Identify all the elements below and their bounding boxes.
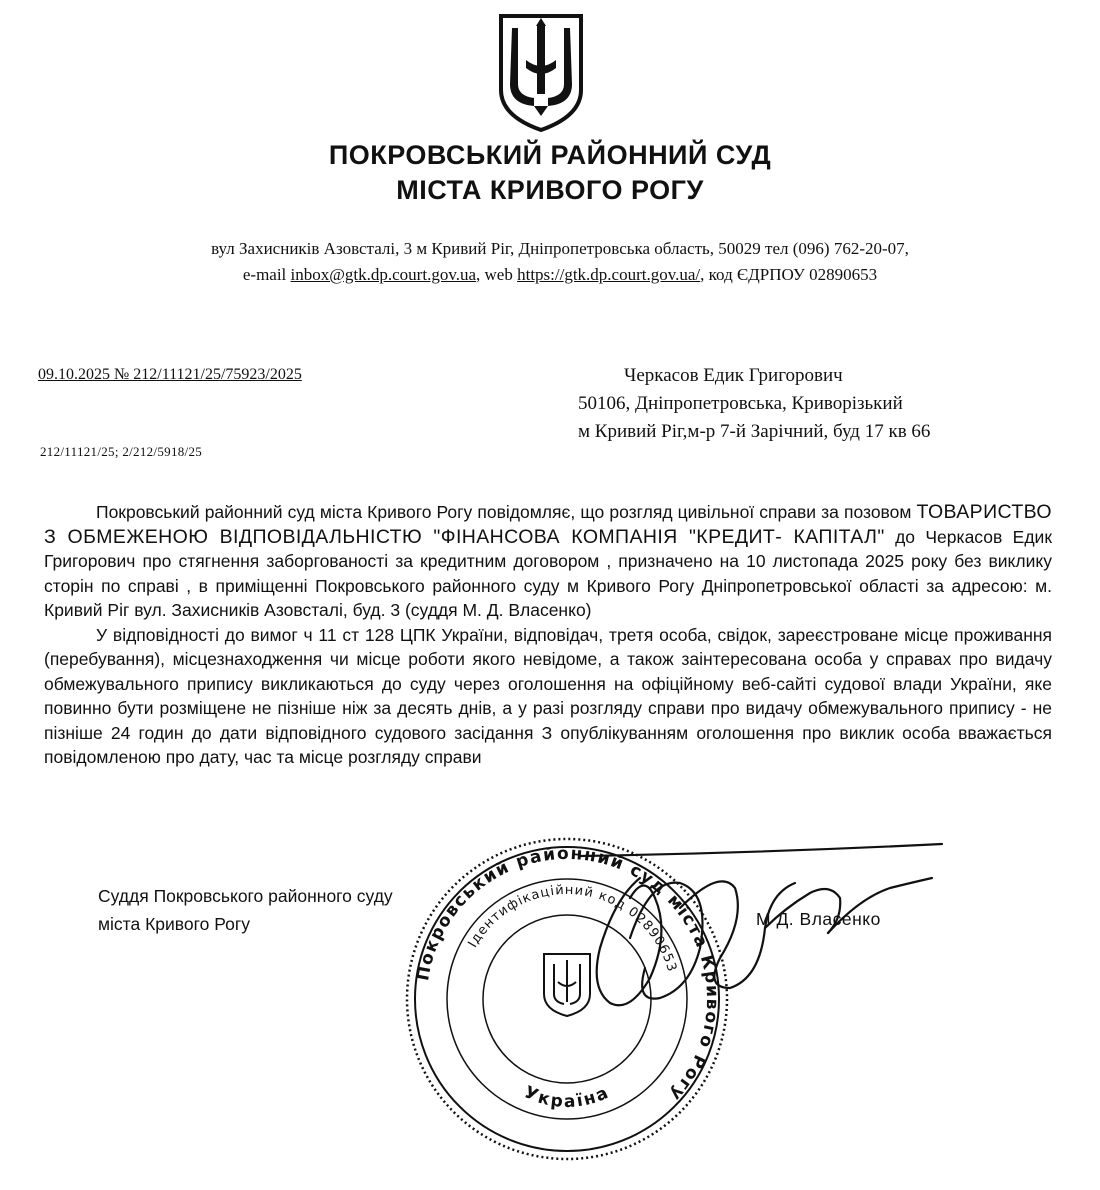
email-label: e-mail	[242, 265, 287, 284]
p1-start: Покровський районний суд міста Кривого Рогу повідомляє, що розгляд цивільної справи за позовом	[96, 502, 912, 522]
web-link[interactable]: https://gtk.dp.court.gov.ua/	[517, 265, 701, 284]
edrpou-code: код ЄДРПОУ 02890653	[708, 265, 878, 284]
p1-end: до Черкасов Едик Григорович про стягнення заборгованості за кредитним договором , призначено на 10 листопада 2025 року без виклику сторін по справі , в приміщенні Покровського районного суду м Кривого Рогу Дніпропетровської області за адресою: м. Кривий Ріг вул. Захисників Азовсталі, буд. 3 (суддя М. Д. Власенко)	[44, 526, 1052, 620]
addressee-region: 50106, Дніпропетровська, Криворізький	[578, 393, 903, 414]
contact-address: вул Захисників Азовсталі, 3 м Кривий Ріг, Дніпропетровська область, 50029 тел (096) 762-20-07,	[211, 239, 909, 258]
addressee-name: Черкасов Едик Григорович	[624, 365, 843, 386]
judge-name: М Д. Власенко	[756, 909, 881, 929]
notice-paragraph-2: У відповідності до вимог ч 11 ст 128 ЦПК України, відповідач, третя особа, свідок, зареєстроване місце проживання (перебування), місцезнаходження чи місце роботи якого невідоме, а також заінтересована особа у справах про видачу обмежувального припису викликаються до суду через оголошення на офіційному веб-сайті судової влади України, яке повинно бути розміщене не пізніше ніж за десять днів, а у разі розгляду справи про видачу обмежувального припису - не пізніше 24 годин до дати відповідного судового засідання З опублікуванням оголошення про виклик особа вважається повідомленою про дату, час та місце розгляду справи	[44, 624, 1052, 767]
court-name-line2: МІСТА КРИВОГО РОГУ	[396, 175, 704, 205]
court-name-line1: ПОКРОВСЬКИЙ РАЙОННИЙ СУД	[328, 140, 772, 170]
judge-title-line2: міста Кривого Рогу	[98, 914, 250, 934]
case-number: 212/11121/25; 2/212/5918/25	[40, 444, 203, 459]
judge-title-line1: Суддя Покровського районного суду	[98, 886, 393, 906]
seal-outer-text: Покровський районний суд міста Кривого Рогу	[413, 843, 723, 1106]
svg-text:Україна	[521, 1082, 613, 1112]
plaintiff-name: ТОВАРИСТВО З ОБМЕЖЕНОЮ ВІДПОВІДАЛЬНІСТЮ "ФІНАНСОВА КОМПАНІЯ "КРЕДИТ- КАПІТАЛ"	[44, 501, 1052, 548]
email-link[interactable]: inbox@gtk.dp.court.gov.ua	[290, 265, 477, 284]
coat-of-arms-icon	[496, 12, 586, 132]
seal-bottom-text: Україна	[521, 1082, 613, 1113]
judge-title	[98, 882, 393, 938]
notice-body	[44, 500, 1052, 770]
seal-inner-text: Ідентифікаційний код 02890653	[465, 882, 680, 975]
contact-line2: e-mail inbox@gtk.dp.court.gov.ua, web https://gtk.dp.court.gov.ua/, код ЄДРПОУ 02890653	[242, 265, 878, 284]
web-label: web	[484, 265, 513, 284]
addressee-street: м Кривий Ріг,м-р 7-й Зарічний, буд 17 кв 66	[578, 421, 931, 442]
outgoing-reference: 09.10.2025 № 212/11121/25/75923/2025	[38, 366, 302, 383]
notice-paragraph-1	[44, 500, 1052, 623]
addressee-block	[578, 362, 1058, 446]
judge-signature-icon	[560, 838, 950, 1028]
